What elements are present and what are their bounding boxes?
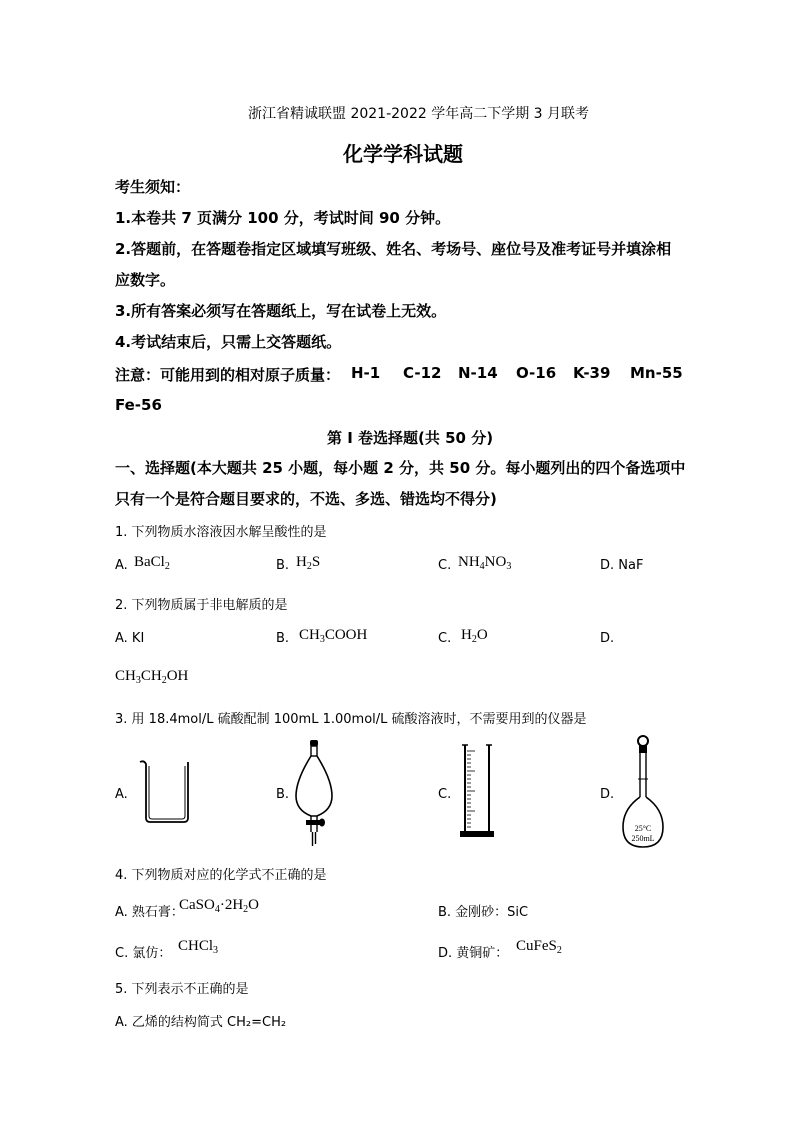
mass-c: C-12: [403, 364, 442, 382]
q1-option-a-formula: BaCl$_2$: [134, 554, 170, 572]
q2-option-d-label: D.: [600, 631, 615, 646]
atomic-mass-note: 注意：可能用到的相对原子质量：: [115, 366, 341, 384]
instruction-item: 1.本卷共 7 页满分 100 分，考试时间 90 分钟。: [115, 209, 451, 227]
question-5-stem: 5. 下列表示不正确的是: [115, 982, 249, 997]
q4-option-d-formula: CuFeS$_2$: [516, 938, 562, 956]
section-desc: 只有一个是符合题目要求的，不选、多选、错选均不得分): [115, 490, 497, 508]
mass-n: N-14: [458, 364, 498, 382]
q4-option-b: B. 金刚砂：SiC: [438, 905, 529, 920]
q1-option-c-formula: $NH_4NO_3$: [458, 554, 512, 572]
q4-option-c-label: C. 氯仿：: [115, 946, 172, 961]
q2-option-a: A. KI: [115, 631, 145, 646]
q5-option-a: A. 乙烯的结构简式 CH₂=CH₂: [115, 1015, 287, 1030]
q1-option-d: D. NaF: [600, 558, 644, 573]
mass-mn: Mn-55: [630, 364, 683, 382]
question-2-stem: 2. 下列物质属于非电解质的是: [115, 598, 288, 613]
mass-fe: Fe-56: [115, 396, 162, 414]
page-title: 化学学科试题: [343, 144, 463, 166]
instruction-item: 应数字。: [115, 271, 176, 289]
q2-option-c-formula: $H_2O$: [461, 627, 488, 645]
instruction-item: 2.答题前，在答题卷指定区域填写班级、姓名、考场号、座位号及准考证号并填涂相: [115, 240, 672, 258]
q2-option-b-formula: $CH_3COOH$: [299, 627, 368, 645]
q2-option-d-formula: $CH_3CH_2OH$: [115, 668, 189, 686]
q4-option-d-label: D. 黄铜矿：: [438, 946, 509, 961]
q3-option-b-label: B.: [276, 787, 290, 802]
graduated-cylinder-icon: [459, 743, 495, 841]
q2-option-c-label: C.: [438, 631, 452, 646]
mass-o: O-16: [516, 364, 557, 382]
q4-option-a-formula: $CaSO_4\cdot 2H_2O$: [179, 897, 260, 915]
exam-line: 浙江省精诚联盟 2021-2022 学年高二下学期 3 月联考: [248, 106, 590, 122]
q4-option-a-label: A. 熟石膏：: [115, 905, 184, 920]
q4-option-c-formula: CHCl$_3$: [178, 938, 219, 956]
question-4-stem: 4. 下列物质对应的化学式不正确的是: [115, 868, 327, 883]
q1-option-b-label: B.: [276, 558, 290, 573]
q3-option-c-label: C.: [438, 787, 452, 802]
question-1-stem: 1. 下列物质水溶液因水解呈酸性的是: [115, 525, 327, 540]
mass-h: H-1: [351, 364, 381, 382]
flask-temperature-label: 25°C: [634, 824, 652, 833]
q1-option-c-label: C.: [438, 558, 452, 573]
flask-volume-label: 250mL: [631, 834, 655, 843]
instruction-item: 3.所有答案必须写在答题纸上，写在试卷上无效。: [115, 302, 447, 320]
instructions-heading: 考生须知：: [115, 178, 191, 196]
separatory-funnel-icon: [293, 740, 335, 848]
q2-option-b-label: B.: [276, 631, 290, 646]
q1-option-a-label: A.: [115, 558, 128, 573]
beaker-icon: [138, 758, 194, 826]
q3-option-a-label: A.: [115, 787, 128, 802]
q1-option-b-formula: $H_2S$: [296, 554, 321, 572]
question-3-stem: 3. 用 18.4mol/L 硫酸配制 100mL 1.00mol/L 硫酸溶液时，不需要用到的仪器是: [115, 712, 587, 727]
volumetric-flask-icon: [621, 735, 667, 851]
section-desc: 一、选择题(本大题共 25 小题，每小题 2 分，共 50 分。每小题列出的四个备选项中: [115, 459, 686, 477]
section-title: 第 I 卷选择题(共 50 分): [327, 429, 494, 447]
q3-option-d-label: D.: [600, 787, 615, 802]
mass-k: K-39: [573, 364, 611, 382]
instruction-item: 4.考试结束后，只需上交答题纸。: [115, 333, 342, 351]
